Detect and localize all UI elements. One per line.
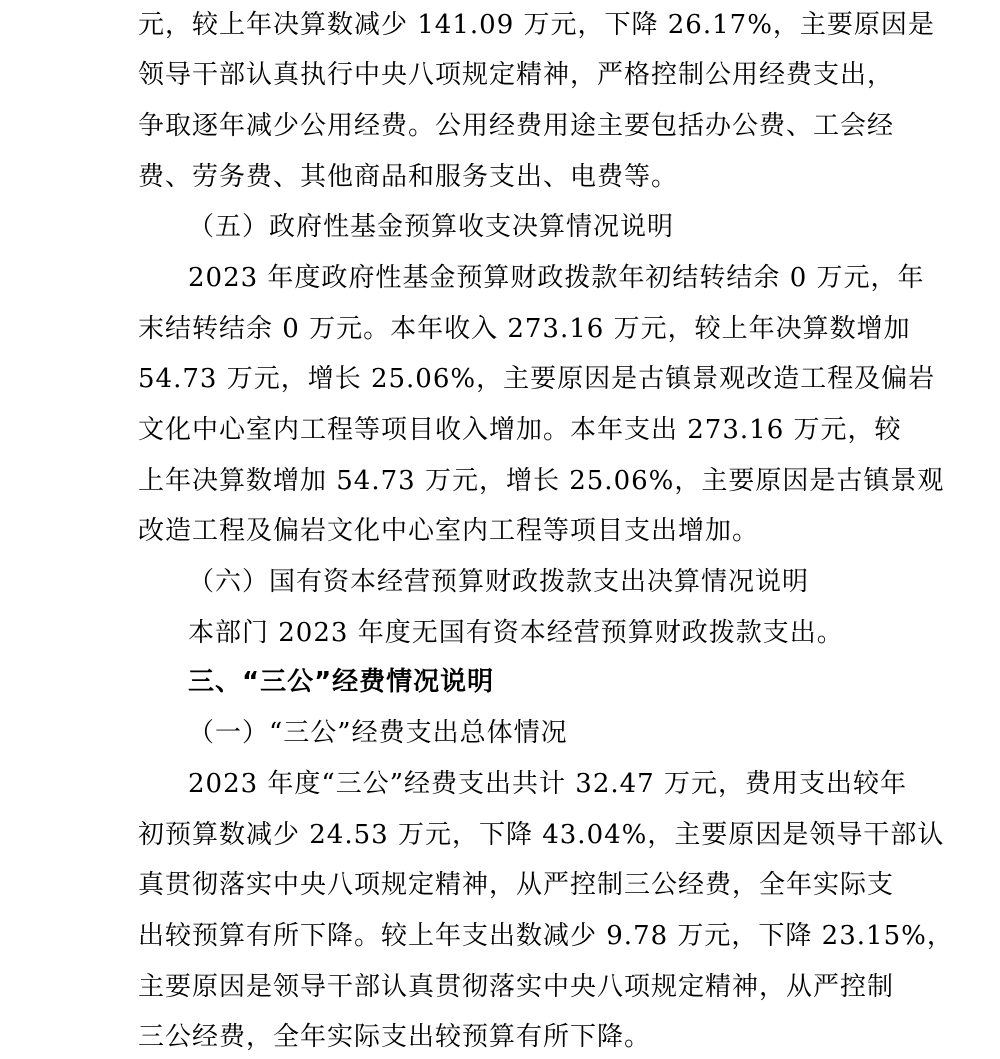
paragraph-line: 领导干部认真执行中央八项规定精神，严格控制公用经费支出，	[138, 60, 895, 90]
section-heading: （一）“三公”经费支出总体情况	[188, 718, 568, 748]
paragraph-line: 三公经费，全年实际支出较预算有所下降。	[138, 1022, 652, 1052]
paragraph-line: 出较预算有所下降。较上年支出数减少 9.78 万元，下降 23.15%，	[138, 921, 954, 951]
paragraph-line: 真贯彻落实中央八项规定精神，从严控制三公经费，全年实际支	[138, 870, 895, 900]
paragraph-line: 费、劳务费、其他商品和服务支出、电费等。	[138, 162, 679, 192]
paragraph-line: 文化中心室内工程等项目收入增加。本年支出 273.16 万元，较	[138, 415, 902, 445]
chapter-heading: 三、“三公”经费情况说明	[188, 667, 495, 697]
paragraph-line: 主要原因是领导干部认真贯彻落实中央八项规定精神，从严控制	[138, 972, 895, 1002]
paragraph-line: 本部门 2023 年度无国有资本经营预算财政拨款支出。	[188, 618, 844, 648]
paragraph-line: 54.73 万元，增长 25.06%，主要原因是古镇景观改造工程及偏岩	[138, 364, 936, 394]
section-heading: （五）政府性基金预算收支决算情况说明	[188, 212, 675, 242]
section-heading: （六）国有资本经营预算财政拨款支出决算情况说明	[188, 567, 810, 597]
paragraph-line: 2023 年度“三公”经费支出共计 32.47 万元，费用支出较年	[188, 769, 907, 799]
paragraph-line: 改造工程及偏岩文化中心室内工程等项目支出增加。	[138, 516, 760, 546]
paragraph-line: 元，较上年决算数减少 141.09 万元，下降 26.17%，主要原因是	[138, 10, 935, 40]
paragraph-line: 上年决算数增加 54.73 万元，增长 25.06%，主要原因是古镇景观	[138, 466, 945, 496]
paragraph-line: 初预算数减少 24.53 万元，下降 43.04%，主要原因是领导干部认	[138, 820, 945, 850]
paragraph-line: 2023 年度政府性基金预算财政拨款年初结转结余 0 万元，年	[188, 263, 925, 293]
paragraph-line: 争取逐年减少公用经费。公用经费用途主要包括办公费、工会经	[138, 111, 895, 141]
paragraph-line: 末结转结余 0 万元。本年收入 273.16 万元，较上年决算数增加	[138, 314, 911, 344]
